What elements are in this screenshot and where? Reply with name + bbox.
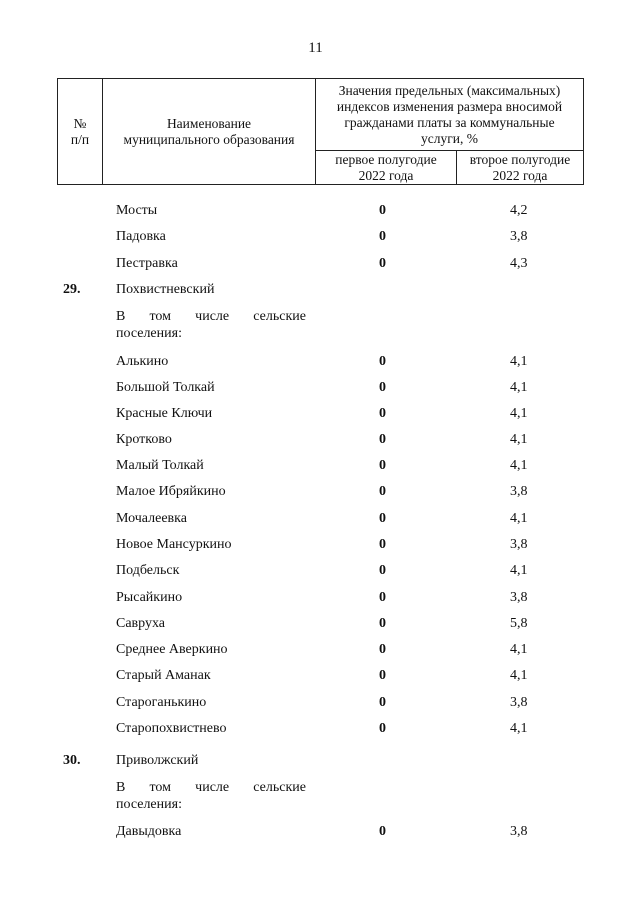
first-half-value: 0 bbox=[379, 406, 386, 421]
second-half-value: 4,3 bbox=[510, 256, 528, 271]
table-row bbox=[0, 406, 631, 426]
settlement-name: Кротково bbox=[116, 432, 172, 447]
second-half-value: 4,1 bbox=[510, 563, 528, 578]
note-line: поселения: bbox=[116, 326, 182, 341]
note-line: В том числе сельские bbox=[116, 780, 306, 795]
district-name: Приволжский bbox=[116, 753, 199, 768]
settlement-name: Среднее Аверкино bbox=[116, 642, 228, 657]
first-half-value: 0 bbox=[379, 616, 386, 631]
settlement-name: Падовка bbox=[116, 229, 166, 244]
header-number-cell: № п/п bbox=[58, 79, 103, 185]
first-half-value: 0 bbox=[379, 484, 386, 499]
first-half-value: 0 bbox=[379, 432, 386, 447]
second-half-value: 4,1 bbox=[510, 458, 528, 473]
settlement-name: Малое Ибряйкино bbox=[116, 484, 226, 499]
table-row bbox=[0, 563, 631, 583]
table-row bbox=[0, 537, 631, 557]
settlement-name: Рысайкино bbox=[116, 590, 183, 605]
subheading-note bbox=[116, 308, 306, 342]
second-half-value: 3,8 bbox=[510, 695, 528, 710]
settlement-name: Подбельск bbox=[116, 563, 180, 578]
first-half-value: 0 bbox=[379, 458, 386, 473]
table-row bbox=[0, 695, 631, 715]
first-half-value: 0 bbox=[379, 256, 386, 271]
settlement-name: Большой Толкай bbox=[116, 380, 215, 395]
second-half-value: 3,8 bbox=[510, 484, 528, 499]
settlement-name: Старопохвистнево bbox=[116, 721, 227, 736]
table-row bbox=[0, 458, 631, 478]
first-half-value: 0 bbox=[379, 229, 386, 244]
note-line: поселения: bbox=[116, 797, 182, 812]
first-half-value: 0 bbox=[379, 824, 386, 839]
header-values-cell: Значения предельных (максимальных) индексов изменения размера вносимой гражданами платы за коммунальные услуги, % bbox=[316, 79, 584, 151]
second-half-value: 4,2 bbox=[510, 203, 528, 218]
settlement-name: Новое Мансуркино bbox=[116, 537, 232, 552]
second-half-value: 3,8 bbox=[510, 824, 528, 839]
first-half-value: 0 bbox=[379, 203, 386, 218]
first-half-value: 0 bbox=[379, 668, 386, 683]
settlement-name: Староганькино bbox=[116, 695, 207, 710]
first-half-value: 0 bbox=[379, 721, 386, 736]
table-row bbox=[0, 668, 631, 688]
first-half-value: 0 bbox=[379, 695, 386, 710]
table-row bbox=[0, 642, 631, 662]
settlement-name: Мосты bbox=[116, 203, 158, 218]
second-half-value: 4,1 bbox=[510, 721, 528, 736]
second-half-value: 4,1 bbox=[510, 668, 528, 683]
settlement-name: Алькино bbox=[116, 354, 169, 369]
table-row bbox=[0, 590, 631, 610]
table-row bbox=[0, 511, 631, 531]
second-half-value: 4,1 bbox=[510, 511, 528, 526]
settlement-name: Давыдовка bbox=[116, 824, 182, 839]
header-first-half-cell: первое полугодие 2022 года bbox=[316, 151, 457, 185]
second-half-value: 3,8 bbox=[510, 229, 528, 244]
district-row bbox=[0, 282, 631, 302]
table-row bbox=[0, 432, 631, 452]
table-row bbox=[0, 380, 631, 400]
first-half-value: 0 bbox=[379, 354, 386, 369]
table-row bbox=[0, 203, 631, 223]
first-half-value: 0 bbox=[379, 537, 386, 552]
district-name: Похвистневский bbox=[116, 282, 215, 297]
row-number: 30. bbox=[63, 753, 81, 768]
table-row bbox=[0, 616, 631, 636]
second-half-value: 5,8 bbox=[510, 616, 528, 631]
first-half-value: 0 bbox=[379, 380, 386, 395]
subheading-note bbox=[116, 779, 306, 813]
second-half-value: 4,1 bbox=[510, 380, 528, 395]
second-half-value: 4,1 bbox=[510, 642, 528, 657]
table-row bbox=[0, 256, 631, 276]
second-half-value: 3,8 bbox=[510, 590, 528, 605]
settlement-name: Пестравка bbox=[116, 256, 178, 271]
second-half-value: 4,1 bbox=[510, 354, 528, 369]
first-half-value: 0 bbox=[379, 511, 386, 526]
header-second-half-cell: второе полугодие 2022 года bbox=[457, 151, 584, 185]
table-row bbox=[0, 824, 631, 844]
first-half-value: 0 bbox=[379, 563, 386, 578]
note-line: В том числе сельские bbox=[116, 309, 306, 324]
settlement-name: Малый Толкай bbox=[116, 458, 204, 473]
page-number: 11 bbox=[308, 40, 323, 56]
table-header bbox=[57, 78, 584, 185]
first-half-value: 0 bbox=[379, 642, 386, 657]
table-row bbox=[0, 229, 631, 249]
second-half-value: 4,1 bbox=[510, 432, 528, 447]
row-number: 29. bbox=[63, 282, 81, 297]
settlement-name: Савруха bbox=[116, 616, 166, 631]
settlement-name: Старый Аманак bbox=[116, 668, 211, 683]
settlement-name: Мочалеевка bbox=[116, 511, 187, 526]
table-row bbox=[0, 484, 631, 504]
second-half-value: 3,8 bbox=[510, 537, 528, 552]
table-row bbox=[0, 354, 631, 374]
district-row bbox=[0, 753, 631, 773]
settlement-name: Красные Ключи bbox=[116, 406, 213, 421]
second-half-value: 4,1 bbox=[510, 406, 528, 421]
header-name-cell: Наименование муниципального образования bbox=[103, 79, 316, 185]
first-half-value: 0 bbox=[379, 590, 386, 605]
table-row bbox=[0, 721, 631, 741]
